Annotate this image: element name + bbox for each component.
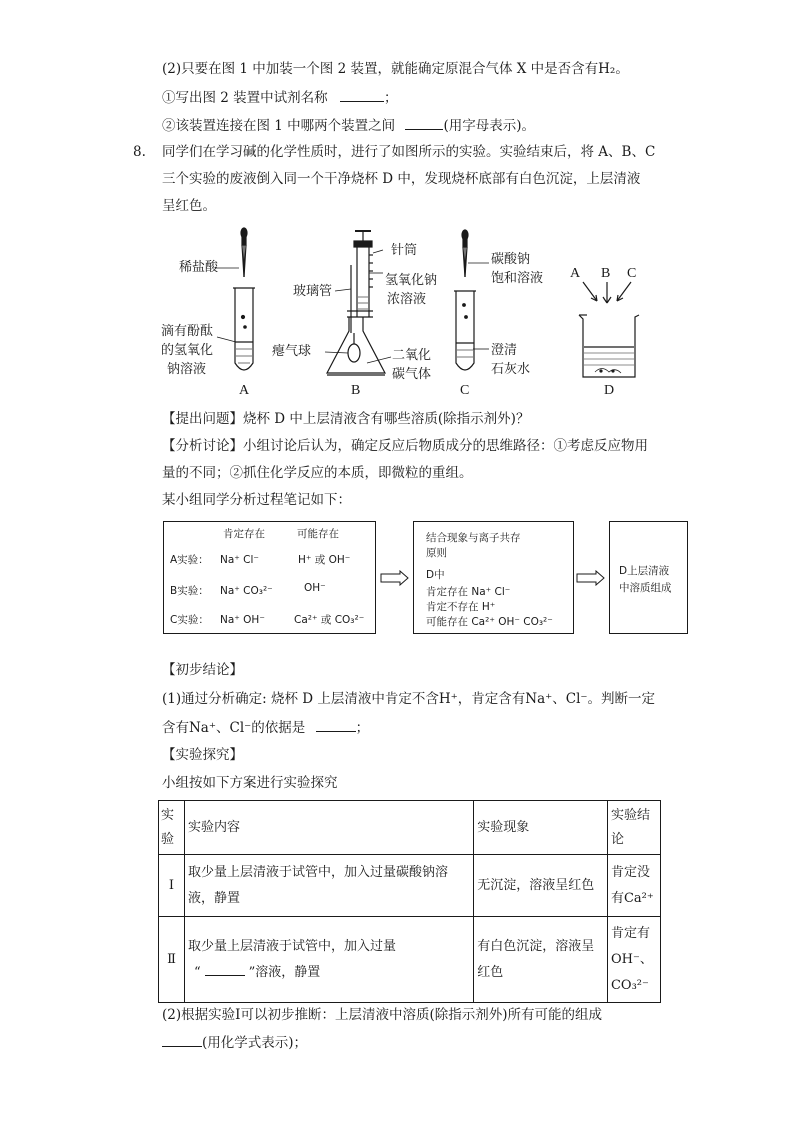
header-content: 实验内容	[184, 801, 473, 855]
experiment-table	[158, 800, 661, 1003]
notes-left-box	[163, 521, 376, 634]
arrow-label-b: B	[601, 266, 611, 281]
caption-d: D	[604, 383, 615, 398]
notes-row-b-sure: Na⁺ CO₃²⁻	[220, 585, 273, 597]
notes-header-sure: 肯定存在	[223, 528, 265, 540]
q7-reagent-question	[162, 87, 397, 108]
table-row	[159, 855, 661, 917]
label-limewater-2: 石灰水	[491, 362, 531, 377]
header-conclusion: 实验结论	[607, 801, 660, 855]
notes-mid-line3: D中	[426, 569, 445, 581]
basis-answer-blank[interactable]	[316, 717, 356, 732]
notes-mid-line1: 结合现象与离子共存	[426, 532, 521, 544]
row2-content-a: 取少量上层清液于试管中，加入过量	[187, 938, 396, 954]
notes-right-line2: 中溶质组成	[619, 582, 672, 594]
notes-middle-box	[413, 521, 574, 634]
arrow-right-icon	[576, 570, 606, 586]
notes-row-c-label: C实验：	[170, 614, 209, 626]
dropper-a-icon	[241, 228, 247, 277]
q7-part2-text: (2)只要在图 1 中加装一个图 2 装置，就能确定原混合气体 X 中是否含有H₂。	[162, 61, 629, 77]
notes-mid-line5: 肯定不存在 H⁺	[426, 601, 496, 613]
table-header-row	[159, 801, 661, 855]
conclusion-line2	[162, 717, 369, 738]
label-limewater-1: 澄清	[491, 343, 518, 358]
header-phenomenon: 实验现象	[474, 801, 608, 855]
test-tube-c-icon	[454, 291, 476, 370]
label-deflated-balloon: 瘪气球	[272, 344, 312, 359]
arrow-right-icon	[380, 570, 410, 586]
final-line2	[162, 1032, 307, 1053]
notes-row-b-label: B实验：	[170, 585, 209, 597]
analysis-line2: 量的不同；②抓住化学反应的本质，即微粒的重组。	[162, 465, 473, 481]
notes-right-box	[609, 521, 688, 634]
notes-row-c-sure: Na⁺ OH⁻	[220, 614, 265, 626]
row1-phenomenon: 无沉淀，溶液呈红色	[474, 855, 608, 917]
q8-number: 8.	[133, 144, 146, 160]
notes-row-c-maybe: Ca²⁺ 或 CO₃²⁻	[294, 614, 365, 626]
q8-stem-line3: 呈红色。	[162, 198, 216, 214]
conclusion-prompt: 含有Na⁺、Cl⁻的依据是	[162, 720, 306, 736]
q7-position-end: (用字母表示)。	[443, 118, 536, 134]
notes-mid-line2: 原则	[426, 547, 447, 559]
label-phenolphthalein-3: 钠溶液	[167, 362, 207, 377]
arrow-label-a: A	[570, 266, 581, 281]
label-naoh-1: 氢氧化钠	[385, 273, 438, 288]
experiment-figure	[155, 225, 655, 405]
notes-header-maybe: 可能存在	[297, 528, 339, 540]
beaker-d-icon	[579, 282, 639, 377]
conclusion-line1: (1)通过分析确定: 烧杯 D 上层清液中肯定不含H⁺，肯定含有Na⁺、Cl⁻。判断一定	[162, 691, 656, 707]
explore-intro: 小组按如下方案进行实验探究	[162, 775, 338, 791]
table-row	[159, 917, 661, 1003]
label-dilute-hcl: 稀盐酸	[179, 260, 219, 275]
reagent-answer-blank[interactable]	[340, 87, 384, 102]
q7-position-question	[162, 115, 535, 136]
row1-conclusion: 肯定没有Ca²⁺	[607, 855, 660, 917]
label-syringe: 针筒	[391, 243, 418, 258]
conclusion-heading: 【初步结论】	[162, 662, 243, 678]
row1-content: 取少量上层清液于试管中，加入过量碳酸钠溶液，静置	[184, 855, 473, 917]
ask-question: 【提出问题】烧杯 D 中上层清液含有哪些溶质(除指示剂外)？	[162, 411, 530, 427]
q7-reagent-prompt: ①写出图 2 装置中试剂名称	[162, 90, 328, 106]
explore-heading: 【实验探究】	[162, 747, 243, 763]
label-naoh-2: 浓溶液	[387, 292, 427, 307]
composition-answer-blank[interactable]	[162, 1032, 202, 1047]
caption-a: A	[239, 383, 250, 398]
q8-stem-line2: 三个实验的废液倒入同一个干净烧杯 D 中，发现烧杯底部有白色沉淀，上层清液	[162, 171, 641, 187]
final-line1: (2)根据实验Ⅰ可以初步推断：上层清液中溶质(除指示剂外)所有可能的组成	[162, 1007, 602, 1023]
conclusion-end: ；	[355, 720, 370, 736]
label-co2-1: 二氧化	[392, 348, 432, 363]
row2-content-quote-open: “	[193, 964, 201, 980]
notes-row-a-sure: Na⁺ Cl⁻	[220, 554, 259, 566]
label-co2-2: 碳气体	[392, 367, 432, 382]
q7-reagent-end: ；	[383, 90, 398, 106]
label-phenolphthalein-2: 的氢氧化	[161, 343, 214, 358]
row2-conclusion: 肯定有OH⁻、CO₃²⁻	[607, 917, 660, 1003]
analysis-line1: 【分析讨论】小组讨论后认为，确定反应后物质成分的思维路径：①考虑反应物用	[162, 438, 648, 454]
q7-position-prompt: ②该装置连接在图 1 中哪两个装置之间	[162, 118, 396, 134]
notes-row-a-maybe: H⁺ 或 OH⁻	[298, 554, 351, 566]
test-tube-a-icon	[233, 288, 255, 370]
notes-mid-line4: 肯定存在 Na⁺ Cl⁻	[426, 586, 511, 598]
row2-phenomenon: 有白色沉淀，溶液呈红色	[474, 917, 608, 1003]
row1-id: Ⅰ	[159, 855, 185, 917]
position-answer-blank[interactable]	[405, 115, 443, 130]
caption-b: B	[351, 383, 361, 398]
label-phenolphthalein-1: 滴有酚酞	[161, 324, 214, 339]
arrow-label-c: C	[627, 266, 637, 281]
row2-id: Ⅱ	[159, 917, 185, 1003]
notes-right-line1: D上层清液	[619, 565, 670, 577]
notes-mid-line6: 可能存在 Ca²⁺ OH⁻ CO₃²⁻	[426, 616, 553, 628]
row2-content-c: ”溶液，静置	[248, 964, 321, 980]
notes-row-b-maybe: OH⁻	[304, 582, 326, 594]
row2-content-cell	[184, 917, 473, 1003]
notes-intro: 某小组同学分析过程笔记如下：	[162, 492, 351, 508]
reagent-table-blank[interactable]	[205, 961, 245, 976]
notes-row-a-label: A实验：	[170, 554, 209, 566]
label-na2co3-1: 碳酸钠	[491, 252, 531, 267]
header-experiment: 实验	[159, 801, 185, 855]
caption-c: C	[460, 383, 470, 398]
label-glass-tube: 玻璃管	[293, 284, 333, 299]
dropper-c-icon	[462, 230, 468, 277]
label-na2co3-2: 饱和溶液	[491, 271, 544, 286]
syringe-flask-b-icon	[327, 231, 385, 375]
final-line2-text: (用化学式表示)；	[202, 1035, 308, 1051]
q8-stem-line1: 同学们在学习碱的化学性质时，进行了如图所示的实验。实验结束后，将 A、B、C	[162, 144, 656, 160]
